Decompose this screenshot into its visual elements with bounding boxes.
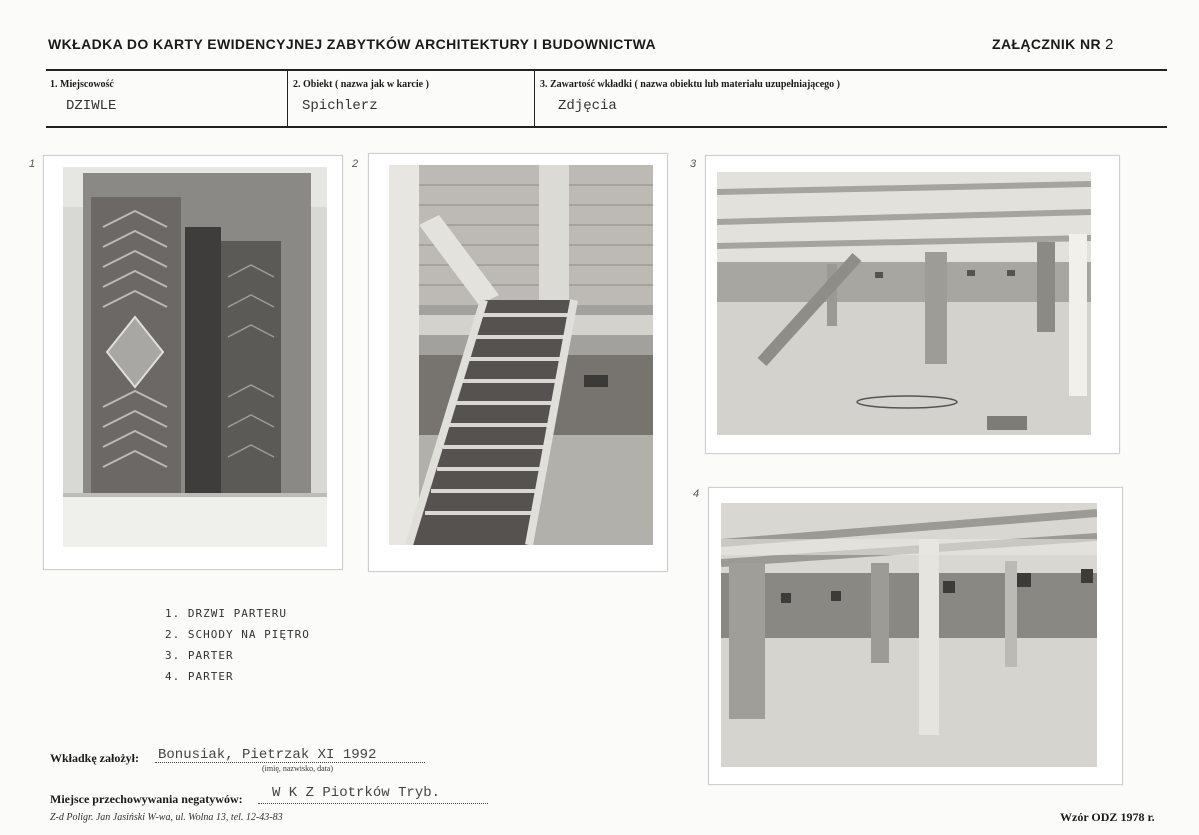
photo-2-staircase xyxy=(368,153,668,572)
object-value: Spichlerz xyxy=(302,98,378,114)
negatives-label: Miejsce przechowywania negatywów: xyxy=(50,792,243,806)
annex-number: 2 xyxy=(1105,36,1114,53)
form-title: WKŁADKA DO KARTY EWIDENCYJNEJ ZABYTKÓW ARCHITEKTURY I BUDOWNICTWA xyxy=(48,36,657,52)
form-code: Wzór ODZ 1978 r. xyxy=(1060,810,1155,824)
photo-1-doorway xyxy=(43,155,343,570)
annex-label xyxy=(992,36,1114,53)
photo-2-image xyxy=(389,165,653,545)
header-top-rule xyxy=(46,69,1167,71)
created-by-value: Bonusiak, Pietrzak XI 1992 xyxy=(158,747,377,763)
photo-4-interior xyxy=(708,487,1123,785)
contents-label: 3. Zawartość wkładki ( nazwa obiektu lub materiału uzupełniającego ) xyxy=(540,79,841,90)
created-by-hint: (imię, nazwisko, data) xyxy=(262,764,334,773)
caption-3: 3. PARTER xyxy=(165,649,234,662)
photo-number-4: 4 xyxy=(693,488,700,500)
photo-number-3: 3 xyxy=(690,158,697,170)
caption-2: 2. SCHODY NA PIĘTRO xyxy=(165,628,310,641)
caption-4: 4. PARTER xyxy=(165,670,234,683)
printer-info: Z-d Poligr. Jan Jasiński W-wa, ul. Wolna 13, tel. 12-43-83 xyxy=(50,812,283,823)
photo-number-2: 2 xyxy=(352,158,359,170)
photo-3-image xyxy=(717,172,1091,435)
photo-3-interior xyxy=(705,155,1120,454)
photo-number-1: 1 xyxy=(29,158,36,170)
header-bottom-rule xyxy=(46,126,1167,128)
created-by-label: Wkładkę założył: xyxy=(50,751,139,765)
locality-value: DZIWLE xyxy=(66,98,117,114)
photo-4-image xyxy=(721,503,1097,767)
field-divider-1 xyxy=(287,70,288,126)
photo-1-image xyxy=(63,167,327,547)
caption-1: 1. DRZWI PARTERU xyxy=(165,607,287,620)
contents-value: Zdjęcia xyxy=(558,98,617,114)
locality-label: 1. Miejscowość xyxy=(50,79,114,90)
negatives-value: W K Z Piotrków Tryb. xyxy=(272,785,441,801)
annex-label-text: ZAŁĄCZNIK NR xyxy=(992,36,1102,52)
field-divider-2 xyxy=(534,70,535,126)
object-label: 2. Obiekt ( nazwa jak w karcie ) xyxy=(293,79,429,90)
negatives-dotline xyxy=(258,803,488,804)
